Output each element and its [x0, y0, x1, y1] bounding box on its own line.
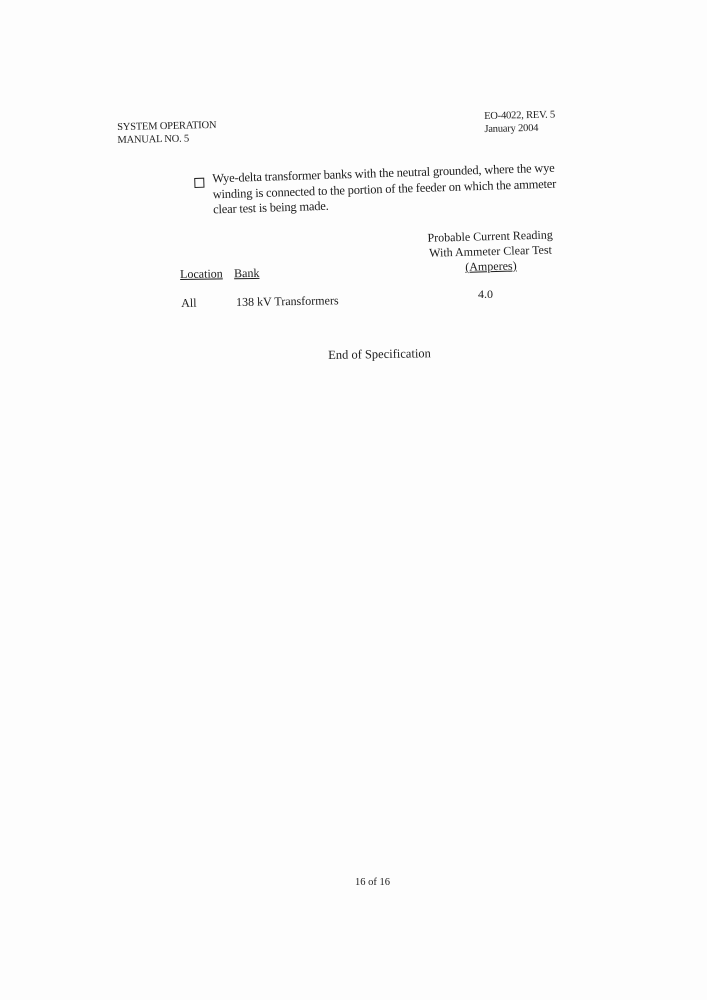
table-cell-location: All: [181, 295, 197, 310]
end-of-specification: End of Specification: [328, 346, 431, 362]
table-cell-reading: 4.0: [478, 287, 493, 301]
manual-number: MANUAL NO. 5: [117, 133, 190, 146]
table-header-row: [180, 265, 260, 282]
reading-header-units: (Amperes): [465, 258, 517, 274]
checkbox-bullet-icon: [194, 178, 204, 188]
document-id-header: [484, 109, 555, 136]
bullet-item: [194, 160, 564, 217]
document-revision: EO-4022, REV. 5: [484, 109, 556, 122]
page-number: 16 of 16: [355, 877, 390, 888]
table-row: [181, 293, 339, 311]
reading-header-line1: Probable Current Reading: [427, 227, 553, 245]
manual-title: SYSTEM OPERATION: [117, 119, 217, 133]
location-column-header: Location: [180, 266, 223, 281]
table-cell-bank: 138 kV Transformers: [235, 293, 339, 310]
reading-header-line2: With Ammeter Clear Test: [428, 242, 553, 260]
manual-header: [117, 119, 217, 147]
bank-column-header: Bank: [233, 265, 260, 281]
reading-column-header: [420, 227, 561, 276]
bullet-text: Wye-delta transformer banks with the neutral grounded, where the wye winding is connected to the portion of the feeder on which the ammeter clear test is being made.: [211, 160, 557, 217]
document-date: January 2004: [484, 122, 539, 135]
